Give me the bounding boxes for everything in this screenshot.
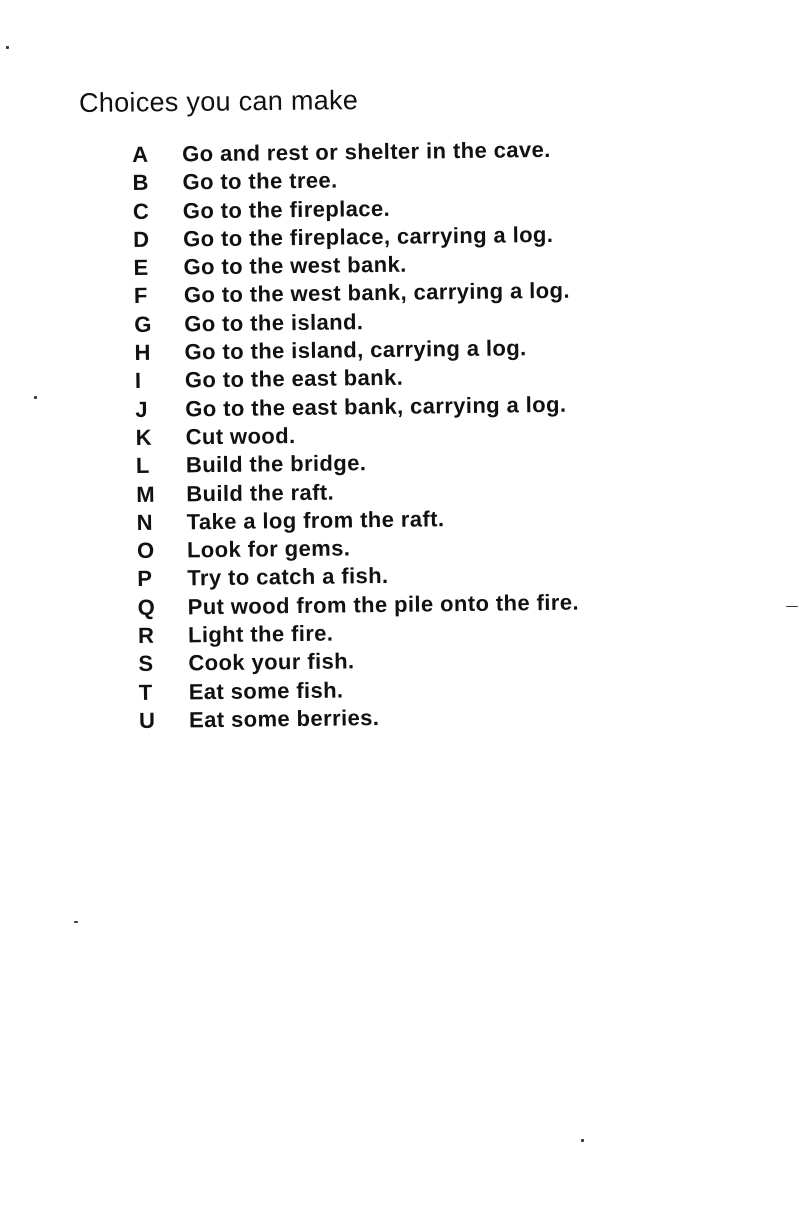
choice-text: Cut wood. xyxy=(185,422,296,450)
choice-letter: S xyxy=(138,651,154,677)
choice-letter: N xyxy=(136,509,154,535)
choice-text: Go to the island. xyxy=(184,308,364,337)
choice-letter: K xyxy=(135,424,153,450)
choice-text: Put wood from the pile onto the fire. xyxy=(187,589,580,620)
choice-text: Go and rest or shelter in the cave. xyxy=(181,136,551,167)
scan-speck xyxy=(74,921,78,923)
choice-letter: A xyxy=(132,141,149,167)
choice-item xyxy=(139,701,699,736)
choice-letter: L xyxy=(135,453,150,479)
choice-text: Light the fire. xyxy=(187,620,334,648)
choice-text: Go to the west bank. xyxy=(183,251,407,280)
choice-letter: B xyxy=(132,170,149,196)
scan-speck xyxy=(6,46,9,49)
choice-text: Go to the west bank, carrying a log. xyxy=(183,278,571,308)
choice-letter: T xyxy=(138,679,153,705)
choice-text: Look for gems. xyxy=(186,535,351,563)
choice-letter: Q xyxy=(137,594,156,620)
scan-speck xyxy=(786,606,798,607)
scan-speck xyxy=(34,396,37,399)
choice-letter: M xyxy=(136,481,156,507)
choice-text: Go to the fireplace. xyxy=(182,195,391,223)
choice-letter: G xyxy=(134,311,152,337)
choice-text: Build the bridge. xyxy=(185,450,367,478)
choice-text: Cook your fish. xyxy=(188,648,355,676)
choice-letter: I xyxy=(134,368,142,394)
choice-text: Go to the east bank. xyxy=(184,365,404,393)
choice-text: Eat some fish. xyxy=(188,677,344,704)
choice-letter: D xyxy=(133,226,150,252)
choice-text: Try to catch a fish. xyxy=(187,563,389,591)
choice-letter: O xyxy=(136,537,155,564)
choice-text: Take a log from the raft. xyxy=(186,506,445,535)
choice-letter: P xyxy=(137,566,153,592)
scan-speck xyxy=(581,1139,584,1142)
choice-text: Go to the island, carrying a log. xyxy=(184,335,527,365)
choice-letter: H xyxy=(134,339,152,366)
choice-text: Go to the fireplace, carrying a log. xyxy=(183,221,554,252)
choice-letter: C xyxy=(132,198,150,224)
choice-text: Eat some berries. xyxy=(188,704,380,733)
page-heading: Choices you can make xyxy=(78,85,359,118)
choices-list xyxy=(132,135,699,736)
choice-text: Go to the tree. xyxy=(182,167,338,195)
choice-letter: F xyxy=(133,283,148,309)
choice-text: Build the raft. xyxy=(186,479,335,506)
choice-text: Go to the east bank, carrying a log. xyxy=(185,391,567,422)
choice-letter: R xyxy=(137,622,155,649)
choice-letter: J xyxy=(135,396,149,422)
choice-letter: E xyxy=(133,254,149,281)
choice-letter: U xyxy=(138,707,156,733)
